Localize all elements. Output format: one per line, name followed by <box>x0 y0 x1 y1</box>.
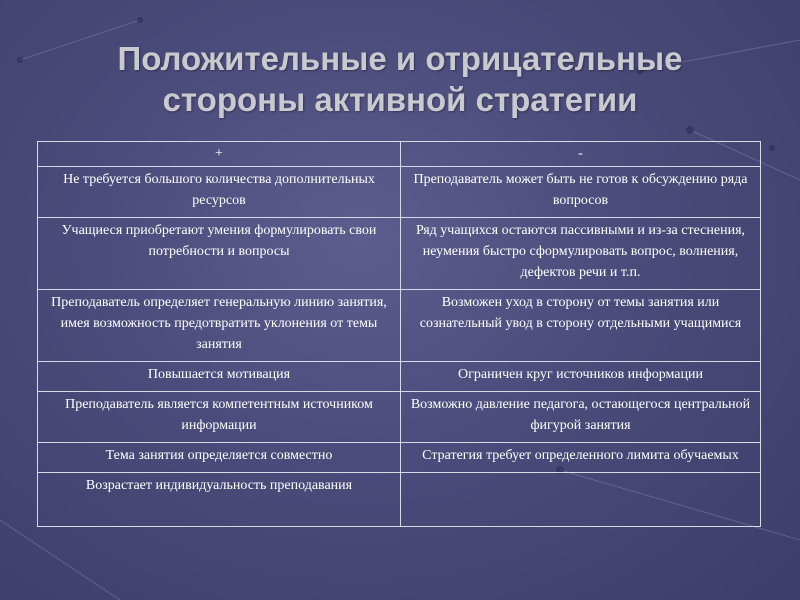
minus-cell <box>401 473 761 527</box>
header-minus: - <box>401 142 761 167</box>
minus-cell: Ограничен круг источников информации <box>401 362 761 392</box>
slide-title-line-1: Положительные и отрицательные <box>117 40 683 77</box>
plus-cell: Не требуется большого количества дополнительных ресурсов <box>38 167 401 218</box>
plus-cell: Преподаватель является компетентным источником информации <box>38 392 401 443</box>
minus-cell: Преподаватель может быть не готов к обсуждению ряда вопросов <box>401 167 761 218</box>
plus-cell: Тема занятия определяется совместно <box>38 443 401 473</box>
table-row <box>38 443 761 473</box>
slide-title <box>0 38 800 120</box>
plus-cell: Преподаватель определяет генеральную линию занятия, имея возможность предотвратить уклонения от темы занятия <box>38 290 401 362</box>
minus-cell: Возможен уход в сторону от темы занятия или сознательный увод в сторону отдельными учащимися <box>401 290 761 362</box>
table-row <box>38 218 761 290</box>
header-plus: + <box>38 142 401 167</box>
minus-cell: Возможно давление педагога, остающегося центральной фигурой занятия <box>401 392 761 443</box>
table-row <box>38 362 761 392</box>
comparison-table <box>37 141 761 527</box>
table-row <box>38 167 761 218</box>
minus-cell: Ряд учащихся остаются пассивными и из-за стеснения, неумения быстро сформулировать вопрос, волнения, дефектов речи и т.п. <box>401 218 761 290</box>
minus-cell: Стратегия требует определенного лимита обучаемых <box>401 443 761 473</box>
table-row <box>38 392 761 443</box>
table-row <box>38 290 761 362</box>
table-row <box>38 473 761 527</box>
slide-title-line-2: стороны активной стратегии <box>162 81 638 118</box>
plus-cell: Возрастает индивидуальность преподавания <box>38 473 401 527</box>
plus-cell: Повышается мотивация <box>38 362 401 392</box>
table-header-row <box>38 142 761 167</box>
plus-cell: Учащиеся приобретают умения формулировать свои потребности и вопросы <box>38 218 401 290</box>
